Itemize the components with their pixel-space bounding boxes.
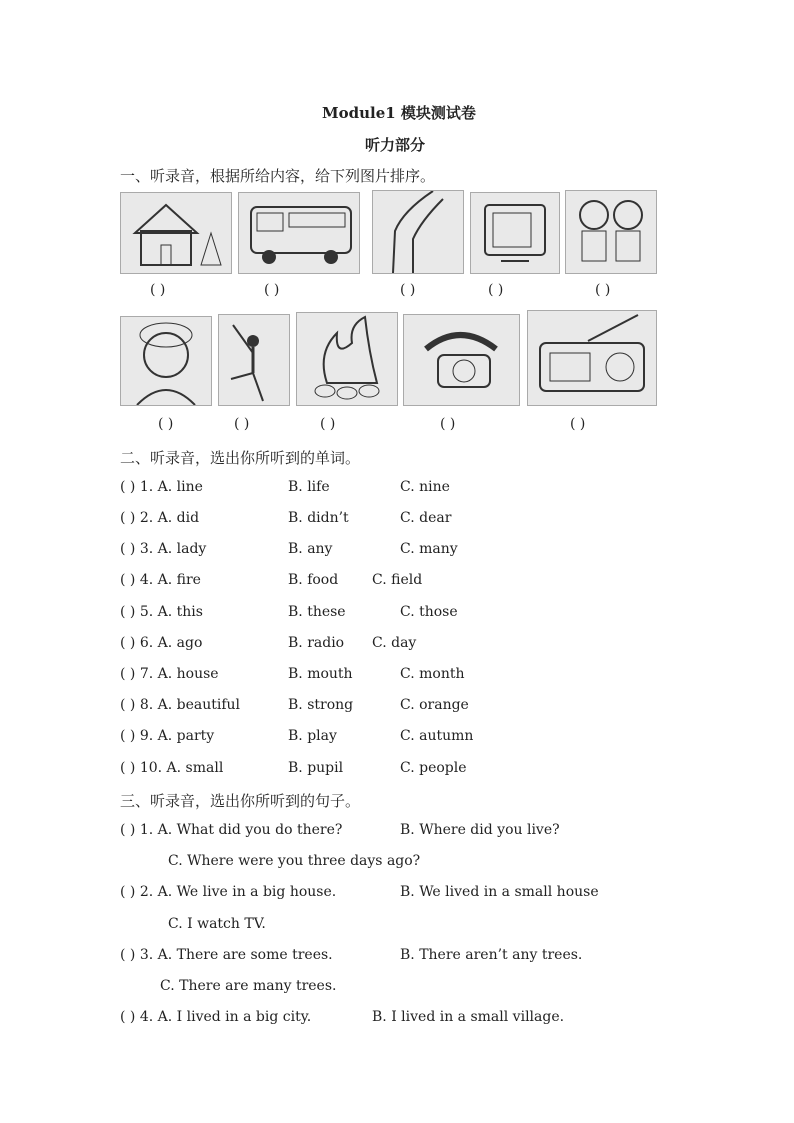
answer-blank[interactable]: ( ) — [158, 416, 174, 432]
sentence-question-3: ( ) 3. A. There are some trees. — [120, 947, 333, 963]
question-10: ( ) 10. A. small — [120, 760, 224, 776]
sentence-question-2: ( ) 2. A. We live in a big house. — [120, 884, 337, 900]
option-b: B. There aren’t any trees. — [400, 947, 583, 963]
option-b: B. radio — [288, 635, 345, 651]
option-c: C. autumn — [400, 728, 474, 744]
option-b: B. Where did you live? — [400, 822, 560, 838]
option-b: B. didn’t — [288, 510, 349, 526]
sentence-question-1: ( ) 1. A. What did you do there? — [120, 822, 343, 838]
answer-blank[interactable]: ( ) — [264, 282, 280, 298]
option-c: C. dear — [400, 510, 452, 526]
answer-blank[interactable]: ( ) — [320, 416, 336, 432]
sentence-question-4: ( ) 4. A. I lived in a big city. — [120, 1009, 312, 1025]
bus-picture — [238, 192, 360, 274]
option-c: C. orange — [400, 697, 469, 713]
option-c: C. I watch TV. — [168, 916, 266, 932]
telephone-picture — [403, 314, 520, 406]
page-subtitle: 听力部分 — [365, 136, 426, 154]
leg-picture — [372, 190, 464, 274]
grandma-picture — [120, 316, 212, 406]
question-1: ( ) 1. A. line — [120, 479, 203, 495]
answer-blank[interactable]: ( ) — [570, 416, 586, 432]
tv-picture — [470, 192, 560, 274]
option-b: B. pupil — [288, 760, 344, 776]
option-c: C. field — [372, 572, 423, 588]
answer-blank[interactable]: ( ) — [150, 282, 166, 298]
option-b: B. play — [288, 728, 337, 744]
answer-blank[interactable]: ( ) — [595, 282, 611, 298]
option-c: C. many — [400, 541, 458, 557]
option-b: B. any — [288, 541, 333, 557]
option-b: B. I lived in a small village. — [372, 1009, 565, 1025]
question-8: ( ) 8. A. beautiful — [120, 697, 241, 713]
question-9: ( ) 9. A. party — [120, 728, 215, 744]
question-4: ( ) 4. A. fire — [120, 572, 201, 588]
house-picture — [120, 192, 232, 274]
option-b: B. food — [288, 572, 339, 588]
question-6: ( ) 6. A. ago — [120, 635, 203, 651]
option-b: B. strong — [288, 697, 354, 713]
question-2: ( ) 2. A. did — [120, 510, 200, 526]
fire-picture — [296, 312, 398, 406]
question-7: ( ) 7. A. house — [120, 666, 219, 682]
question-5: ( ) 5. A. this — [120, 604, 203, 620]
option-c: C. month — [400, 666, 465, 682]
answer-blank[interactable]: ( ) — [400, 282, 416, 298]
option-b: B. life — [288, 479, 330, 495]
option-c: C. people — [400, 760, 467, 776]
question-3: ( ) 3. A. lady — [120, 541, 207, 557]
option-b: B. mouth — [288, 666, 353, 682]
section2-heading: 二、听录音，选出你所听到的单词。 — [120, 449, 361, 467]
answer-blank[interactable]: ( ) — [234, 416, 250, 432]
option-c: C. day — [372, 635, 417, 651]
option-c: C. those — [400, 604, 458, 620]
option-c: C. Where were you three days ago? — [168, 853, 421, 869]
section3-heading: 三、听录音，选出你所听到的句子。 — [120, 792, 361, 810]
option-c: C. There are many trees. — [160, 978, 337, 994]
radio-picture — [527, 310, 657, 406]
dancer-picture — [218, 314, 290, 406]
page-title: Module1 模块测试卷 — [322, 104, 476, 122]
option-b: B. We lived in a small house — [400, 884, 599, 900]
answer-blank[interactable]: ( ) — [440, 416, 456, 432]
option-b: B. these — [288, 604, 346, 620]
section1-heading: 一、听录音，根据所给内容，给下列图片排序。 — [120, 167, 436, 185]
option-c: C. nine — [400, 479, 450, 495]
twins-picture — [565, 190, 657, 274]
answer-blank[interactable]: ( ) — [488, 282, 504, 298]
